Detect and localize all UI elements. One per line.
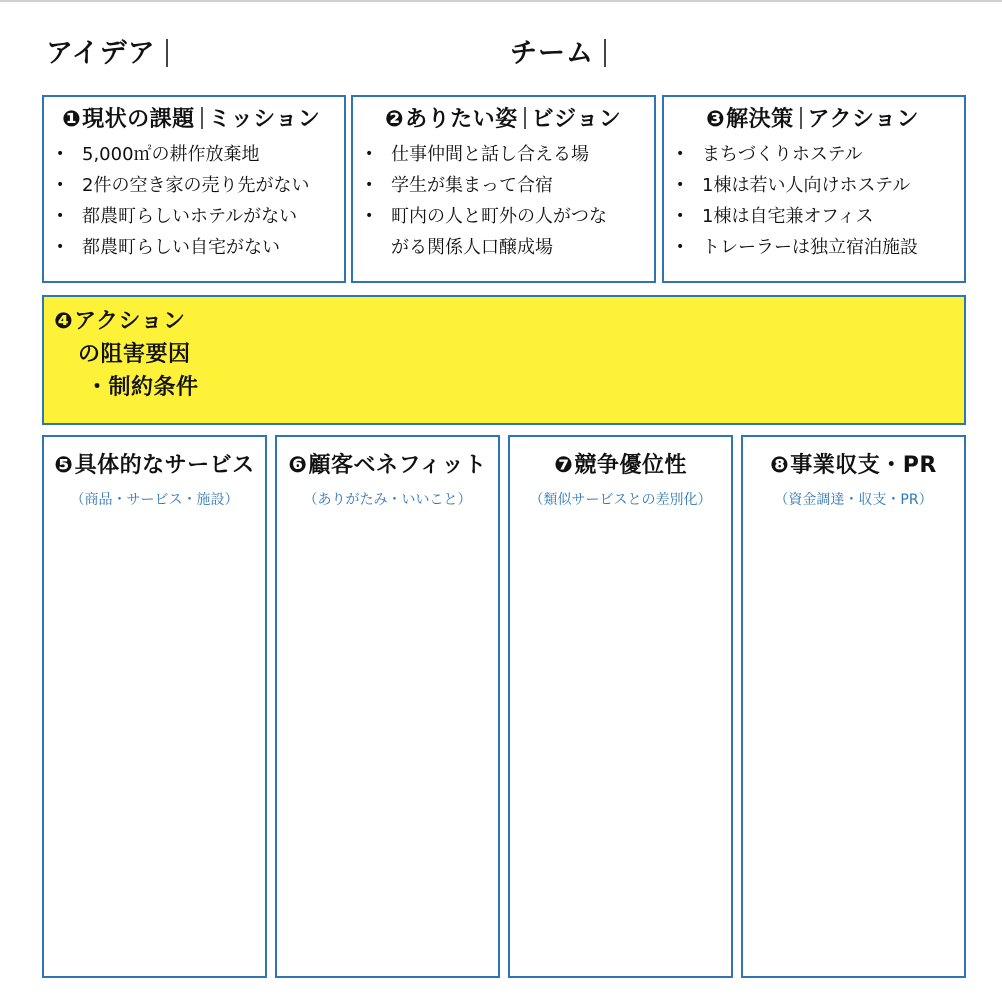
box-competitive-advantage xyxy=(508,435,733,978)
list-item xyxy=(664,232,964,263)
team-underline-bar xyxy=(604,39,606,67)
title-separator xyxy=(201,107,203,129)
list-item xyxy=(664,139,964,170)
title-separator xyxy=(524,107,526,129)
title-text: 事業収支・PR xyxy=(790,453,937,478)
bullet-icon: • xyxy=(676,177,685,193)
box-subtitle: （ありがたみ・いいこと） xyxy=(303,492,472,508)
box-obstacles xyxy=(42,295,966,425)
title-line-2: の阻害要因 xyxy=(78,342,191,367)
box-customer-benefit xyxy=(275,435,500,978)
title-sub: ミッション xyxy=(208,107,321,132)
title-line-3: ・制約条件 xyxy=(86,375,199,400)
bullet-list xyxy=(353,139,654,263)
number-badge: ❼ xyxy=(554,453,574,478)
bullet-list xyxy=(44,139,344,263)
list-item xyxy=(44,170,344,201)
box-solution xyxy=(662,95,966,283)
list-item xyxy=(44,201,344,232)
idea-label: アイデア xyxy=(46,38,156,69)
box-vision xyxy=(351,95,656,283)
box-subtitle: （類似サービスとの差別化） xyxy=(529,492,712,508)
bullet-icon: • xyxy=(56,208,65,224)
title-main: 現状の課題 xyxy=(82,107,195,132)
list-item xyxy=(353,201,654,232)
team-header xyxy=(510,36,606,72)
team-label: チーム xyxy=(510,38,594,69)
number-badge: ❷ xyxy=(385,107,405,132)
list-item-text: 都農町らしい自宅がない xyxy=(82,237,280,258)
idea-underline-bar xyxy=(166,39,168,67)
list-item xyxy=(664,201,964,232)
list-item-text: 1棟は自宅兼オフィス xyxy=(702,206,874,227)
top-divider xyxy=(0,0,1002,2)
title-sub: アクション xyxy=(807,107,920,132)
box-title xyxy=(54,305,964,404)
number-badge: ❺ xyxy=(54,453,74,478)
bullet-icon: • xyxy=(56,146,65,162)
title-main: 解決策 xyxy=(726,107,794,132)
list-item xyxy=(353,170,654,201)
box-current-issues xyxy=(42,95,346,283)
bullet-list xyxy=(664,139,964,263)
box-title xyxy=(743,451,964,481)
box-title xyxy=(385,105,654,135)
list-item-text: 5,000㎡の耕作放棄地 xyxy=(82,144,260,165)
bullet-icon: • xyxy=(56,177,65,193)
number-badge: ❽ xyxy=(770,453,790,478)
list-item-text: 都農町らしいホテルがない xyxy=(82,206,298,227)
title-line-1 xyxy=(54,305,964,338)
bullet-icon: • xyxy=(676,146,685,162)
bullet-icon: • xyxy=(56,239,65,255)
title-text: 具体的なサービス xyxy=(74,453,255,478)
list-item-text: 仕事仲間と話し合える場 xyxy=(391,144,589,165)
title-sub: ビジョン xyxy=(531,107,622,132)
box-title xyxy=(44,451,265,481)
number-badge: ❻ xyxy=(288,453,308,478)
box-title xyxy=(62,105,344,135)
box-services xyxy=(42,435,267,978)
box-title xyxy=(510,451,731,481)
list-item-continuation xyxy=(353,232,654,263)
list-item-text: 2件の空き家の売り先がない xyxy=(82,175,310,196)
title-text: 顧客ベネフィット xyxy=(308,453,487,478)
list-item-text: まちづくりホステル xyxy=(702,144,863,165)
list-item xyxy=(44,232,344,263)
list-item-text: トレーラーは独立宿泊施設 xyxy=(702,237,918,258)
bullet-icon: • xyxy=(676,239,685,255)
idea-header xyxy=(46,36,168,72)
title-separator xyxy=(800,107,802,129)
box-business-revenue xyxy=(741,435,966,978)
box-title xyxy=(277,451,498,481)
number-badge: ❸ xyxy=(706,107,726,132)
number-badge: ❹ xyxy=(54,309,74,334)
box-title xyxy=(706,105,964,135)
list-item-text: 町内の人と町外の人がつな xyxy=(391,206,607,227)
list-item xyxy=(44,139,344,170)
list-item-text: 学生が集まって合宿 xyxy=(391,175,553,196)
number-badge: ❶ xyxy=(62,107,82,132)
list-item xyxy=(664,170,964,201)
bullet-icon: • xyxy=(365,177,374,193)
title-main: ありたい姿 xyxy=(405,107,518,132)
box-subtitle: （資金調達・収支・PR） xyxy=(774,492,933,508)
title-text-1: アクション xyxy=(74,309,186,334)
bullet-icon: • xyxy=(365,146,374,162)
bullet-icon: • xyxy=(676,208,685,224)
list-item xyxy=(353,139,654,170)
list-item-text: 1棟は若い人向けホステル xyxy=(702,175,911,196)
bullet-icon: • xyxy=(365,208,374,224)
list-item-text: がる関係人口醸成場 xyxy=(391,237,553,258)
box-subtitle: （商品・サービス・施設） xyxy=(70,492,239,508)
title-text: 競争優位性 xyxy=(574,453,687,478)
